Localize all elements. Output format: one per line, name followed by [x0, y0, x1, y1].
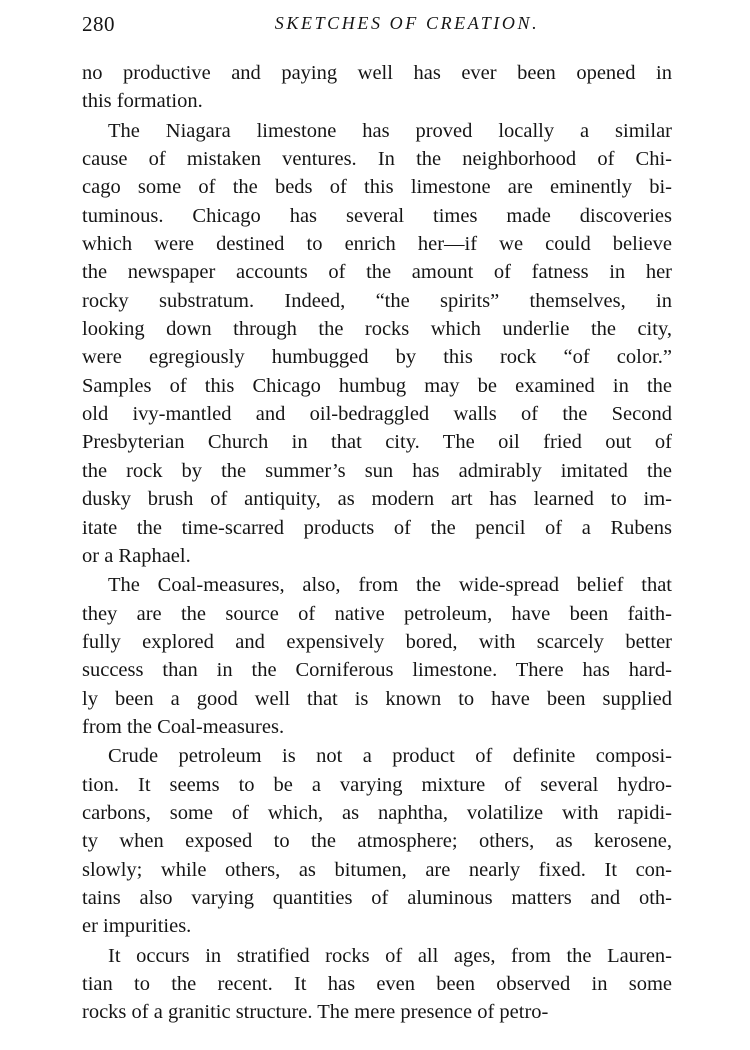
text-line: Samples of this Chicago humbug may be examined in the	[82, 374, 672, 397]
text-line: cause of mistaken ventures. In the neighborhood of Chi-	[82, 148, 672, 171]
paragraph	[82, 571, 672, 741]
text-line: slowly; while others, as bitumen, are nearly fixed. It con-	[82, 858, 672, 881]
text-line: or a Raphael.	[82, 544, 191, 567]
text-line: the rock by the summer’s sun has admirably imitated the	[82, 459, 672, 482]
paragraph	[82, 942, 672, 1027]
text-line: cago some of the beds of this limestone are eminently bi-	[82, 176, 672, 199]
text-line: this formation.	[82, 90, 203, 113]
text-line: ty when exposed to the atmosphere; others, as kerosene,	[82, 830, 672, 853]
text-line: looking down through the rocks which underlie the city,	[82, 318, 672, 341]
text-line: er impurities.	[82, 915, 192, 938]
text-line: fully explored and expensively bored, with scarcely better	[82, 630, 672, 653]
text-line: The Coal-measures, also, from the wide-spread belief that	[108, 574, 672, 597]
text-line: which were destined to enrich her—if we could believe	[82, 233, 672, 256]
text-line: itate the time-scarred products of the pencil of a Rubens	[82, 516, 672, 539]
text-line: ly been a good well that is known to have been supplied	[82, 687, 672, 710]
text-line: The Niagara limestone has proved locally a similar	[108, 119, 672, 142]
text-line: Crude petroleum is not a product of definite composi-	[108, 745, 672, 768]
text-line: dusky brush of antiquity, as modern art has learned to im-	[82, 488, 672, 511]
text-line: the newspaper accounts of the amount of fatness in her	[82, 261, 672, 284]
text-line: tains also varying quantities of aluminous matters and oth-	[82, 886, 672, 909]
text-line: success than in the Corniferous limestone. There has hard-	[82, 659, 672, 682]
text-line: no productive and paying well has ever been opened in	[82, 62, 672, 84]
page-number: 280	[82, 12, 115, 36]
text-line: rocks of a granitic structure. The mere presence of petro-	[82, 1001, 549, 1024]
text-line: Presbyterian Church in that city. The oil fried out of	[82, 431, 672, 454]
text-line: rocky substratum. Indeed, “the spirits” themselves, in	[82, 289, 672, 312]
text-line: were egregiously humbugged by this rock “of color.”	[82, 346, 672, 369]
text-line: It occurs in stratified rocks of all ages, from the Lauren-	[108, 944, 672, 967]
text-line: tian to the recent. It has even been observed in some	[82, 973, 672, 995]
running-title: SKETCHES OF CREATION.	[274, 13, 540, 33]
text-line: old ivy-mantled and oil-bedraggled walls of the Second	[82, 403, 672, 426]
text-line: tuminous. Chicago has several times made discoveries	[82, 204, 672, 227]
paragraph	[82, 59, 672, 116]
paragraph	[82, 117, 672, 571]
text-line: carbons, some of which, as naphtha, volatilize with rapidi-	[82, 801, 672, 824]
paragraph	[82, 742, 672, 940]
page-header	[82, 12, 672, 46]
body-text	[82, 59, 672, 1027]
text-line: tion. It seems to be a varying mixture of several hydro-	[82, 773, 672, 796]
text-line: from the Coal-measures.	[82, 715, 285, 738]
text-line: they are the source of native petroleum, have been faith-	[82, 602, 672, 625]
